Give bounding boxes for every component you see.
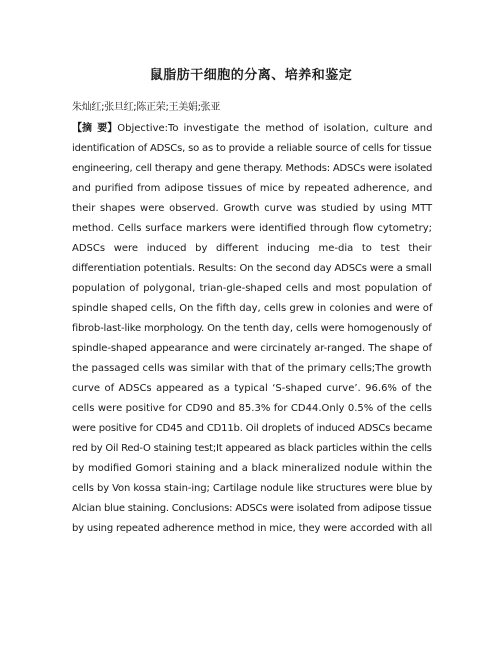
abstract-line: ADSCs were induced by different inducing me-dia to test their <box>72 243 432 254</box>
paper-title: 鼠脂肪干细胞的分离、培养和鉴定 <box>149 68 353 83</box>
abstract-line: fibrob-last-like morphology. On the tenth day, cells were homogenously of <box>72 323 432 334</box>
abstract-line: red by Oil Red-O staining test;It appeared as black particles within the cells <box>72 443 432 454</box>
abstract-line: spindle shaped cells, On the fifth day, cells grew in colonies and were of <box>72 303 433 314</box>
abstract-line: differentiation potentials. Results: On the second day ADSCs were a small <box>72 263 432 274</box>
abstract-line: Alcian blue staining. Conclusions: ADSCs were isolated from adipose tissue <box>72 503 432 514</box>
abstract-line: population of polygonal, trian-gle-shaped cells and most population of <box>72 283 432 294</box>
abstract-line: by using repeated adherence method in mice, they were accorded with all <box>72 523 433 534</box>
abstract-body <box>72 119 432 539</box>
abstract-line: were positive for CD45 and CD11b. Oil droplets of induced ADSCs became <box>72 423 433 434</box>
abstract-line <box>72 119 432 139</box>
abstract-line: spindle-shaped appearance and were circinately ar-ranged. The shape of <box>72 343 432 354</box>
author-list: 朱灿红;张旦红;陈正荣;王美娟;张亚 <box>72 102 221 113</box>
abstract-line: their shapes were observed. Growth curve was studied by using MTT <box>72 203 433 214</box>
abstract-line: cells by Von kossa stain-ing; Cartilage nodule like structures were blue by <box>72 483 433 494</box>
abstract-line: curve of ADSCs appeared as a typical ‘S-shaped curve’. 96.6% of the <box>72 383 432 394</box>
abstract-line: method. Cells surface markers were identified through flow cytometry; <box>72 223 433 234</box>
abstract-line: cells were positive for CD90 and 85.3% for CD44.Only 0.5% of the cells <box>72 403 433 414</box>
abstract-line: by modified Gomori staining and a black mineralized nodule within the <box>72 463 433 474</box>
abstract-line: the passaged cells was similar with that of the primary cells;The growth <box>72 363 432 374</box>
abstract-line: and purified from adipose tissues of mice by repeated adherence, and <box>72 183 433 194</box>
abstract-line: identification of ADSCs, so as to provide a reliable source of cells for tissue <box>72 143 432 154</box>
abstract-line: engineering, cell therapy and gene therapy. Methods: ADSCs were isolated <box>72 163 433 174</box>
abstract-label: 【摘 要】 <box>72 123 118 134</box>
abstract-line-text: Objective:To investigate the method of isolation, culture and <box>117 123 433 134</box>
